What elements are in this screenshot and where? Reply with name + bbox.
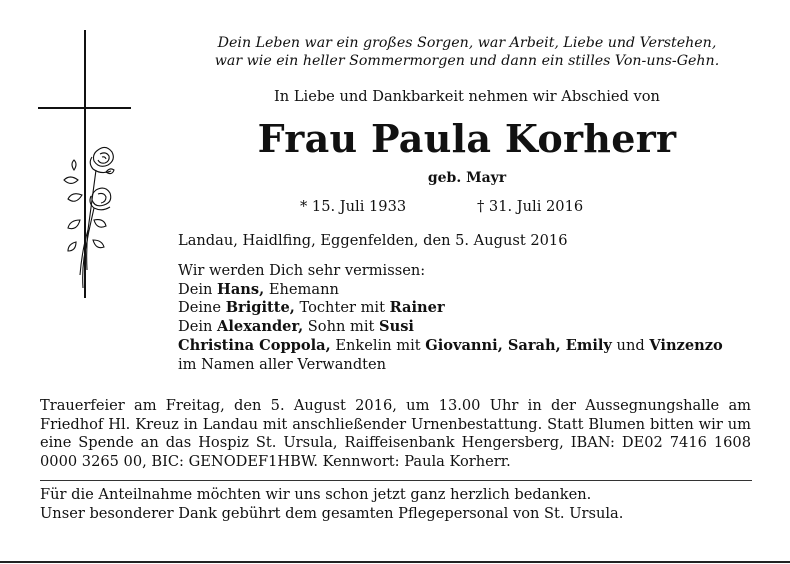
deceased-name: Frau Paula Korherr xyxy=(257,116,677,161)
funeral-details: Trauerfeier am Freitag, den 5. August 2016, um 13.00 Uhr in der Aussegnungshalle am Friedhof Hl. Kreuz in Landau mit anschließender Urnenbestattung. Statt Blumen bitten wir um eine Spende an das Hospiz St. Ursula, Raiffeisenbank Hengersberg, IBAN: DE02 7416 1608 0000 3265 00, BIC: GENODEF1HBW. Kennwort: Paula Korherr. xyxy=(40,397,751,471)
birth-date: * 15. Juli 1933 xyxy=(300,198,407,215)
mourner-line: Dein Alexander, Sohn mit Susi xyxy=(178,318,414,336)
roses-icon xyxy=(64,147,114,288)
thanks-line-1: Für die Anteilnahme möchten wir uns schon jetzt ganz herzlich bedanken. xyxy=(40,486,592,503)
thanks-line-2: Unser besonderer Dank gebührt dem gesamten Pflegepersonal von St. Ursula. xyxy=(40,504,624,522)
mourners-list xyxy=(178,262,723,374)
quote-line-1: Dein Leben war ein großes Sorgen, war Arbeit, Liebe und Verstehen, xyxy=(217,35,717,51)
thanks-section xyxy=(40,486,623,523)
mourners-intro: Wir werden Dich sehr vermissen: xyxy=(178,262,426,279)
bottom-border xyxy=(0,561,790,563)
quote-line-2: war wie ein heller Sommermorgen und dann ein stilles Von-uns-Gehn. xyxy=(214,53,720,69)
mourner-line: Deine Brigitte, Tochter mit Rainer xyxy=(178,299,445,317)
cross-with-roses-icon xyxy=(36,30,136,300)
mourner-line: Dein Hans, Ehemann xyxy=(178,280,339,298)
mourner-line: Christina Coppola, Enkelin mit Giovanni, Sarah, Emily und Vinzenzo xyxy=(178,336,723,354)
divider xyxy=(40,480,752,481)
born-name: geb. Mayr xyxy=(427,170,507,186)
farewell-intro: In Liebe und Dankbarkeit nehmen wir Abschied von xyxy=(274,88,660,105)
place-and-date: Landau, Haidlfing, Eggenfelden, den 5. August 2016 xyxy=(178,232,568,249)
mourners-closing: im Namen aller Verwandten xyxy=(178,355,387,373)
death-date: † 31. Juli 2016 xyxy=(477,198,584,215)
